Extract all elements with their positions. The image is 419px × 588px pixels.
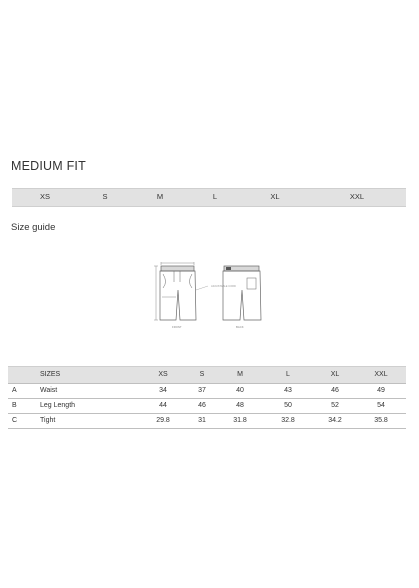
row-letter: C — [12, 417, 18, 424]
cell-value: 34.2 — [328, 417, 342, 424]
cell-value: 31 — [198, 417, 206, 424]
cell-value: 31.8 — [233, 417, 247, 424]
cell-value: 35.8 — [374, 417, 388, 424]
shorts-diagram — [150, 262, 280, 332]
shorts-front-drawing — [154, 262, 208, 320]
size-guide-heading: Size guide — [11, 222, 56, 233]
cell-value: 29.8 — [156, 417, 170, 424]
header-sizes-label: SIZES — [40, 371, 61, 378]
shorts-back-drawing — [223, 266, 261, 320]
fit-title: MEDIUM FIT — [11, 159, 86, 173]
size-bar-xs: XS — [39, 192, 51, 201]
cell-value: 34 — [159, 387, 167, 394]
row-name: Tight — [40, 417, 56, 424]
cell-value: 49 — [377, 387, 385, 394]
row-letter: B — [12, 402, 17, 409]
cell-value: 37 — [198, 387, 206, 394]
size-bar-s: S — [102, 192, 108, 201]
cell-value: 46 — [198, 402, 206, 409]
size-bar-xxl: XXL — [349, 192, 365, 201]
header-size-l: L — [286, 371, 290, 378]
cell-value: 46 — [331, 387, 339, 394]
header-size-xxl: XXL — [374, 371, 388, 378]
cell-value: 44 — [159, 402, 167, 409]
row-letter: A — [12, 387, 17, 394]
cell-value: 50 — [284, 402, 292, 409]
cell-value: 52 — [331, 402, 339, 409]
cell-value: 40 — [236, 387, 244, 394]
header-size-xl: XL — [330, 371, 340, 378]
cell-value: 43 — [284, 387, 292, 394]
back-label: BACK — [236, 325, 244, 329]
size-bar-l: L — [212, 192, 218, 201]
size-bar-xl: XL — [270, 192, 280, 201]
table-row — [8, 414, 406, 429]
cell-value: 48 — [236, 402, 244, 409]
row-name: Leg Length — [40, 402, 76, 409]
front-label: FRONT — [172, 325, 182, 329]
illustration-note: ADJUSTABLE CORD — [211, 285, 236, 288]
size-table-header — [8, 366, 406, 384]
shorts-drawing — [150, 262, 280, 332]
header-size-s: S — [199, 371, 205, 378]
table-row — [8, 384, 406, 399]
table-row — [8, 399, 406, 414]
header-size-m: M — [237, 371, 243, 378]
row-name: Waist — [40, 387, 58, 394]
size-table — [8, 366, 406, 429]
header-size-xs: XS — [158, 371, 168, 378]
cell-value: 54 — [377, 402, 385, 409]
cell-value: 32.8 — [281, 417, 295, 424]
size-bar — [12, 188, 406, 207]
size-bar-m: M — [156, 192, 164, 201]
